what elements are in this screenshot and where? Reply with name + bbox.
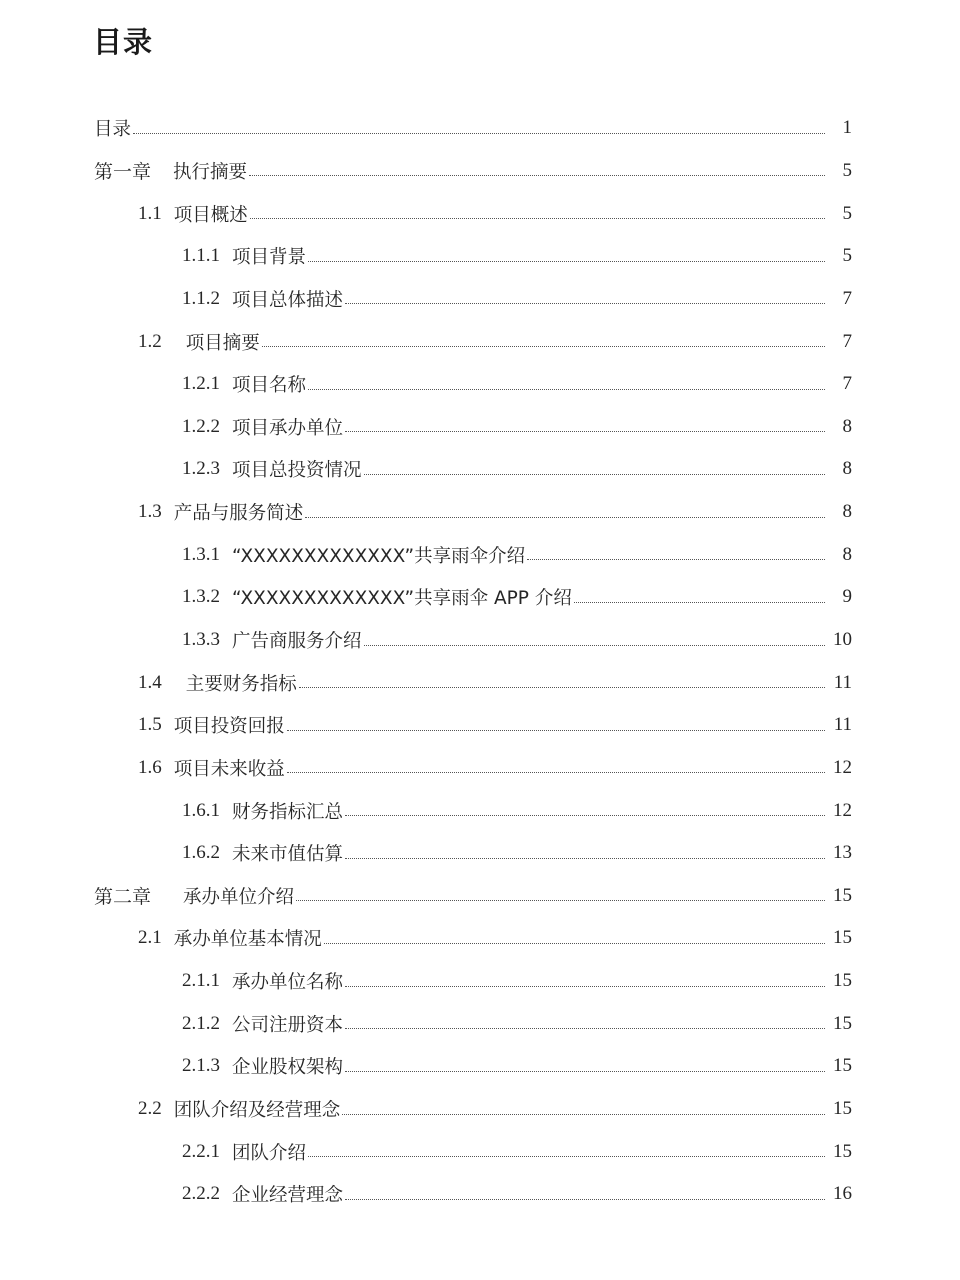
toc-entry-number: 2.2 — [138, 1098, 162, 1120]
toc-page-number: 15 — [833, 884, 852, 906]
toc-dot-leader — [342, 1114, 825, 1115]
toc-entry-label: 项目概述 — [173, 204, 248, 226]
toc-dot-leader — [305, 517, 825, 518]
toc-entry-2-2-1[interactable] — [0, 1130, 960, 1173]
toc-entry-1-1-1[interactable] — [0, 235, 960, 278]
toc-entry-label: 承办单位名称 — [232, 972, 344, 994]
toc-entry-number: 1.3.3 — [182, 629, 220, 650]
toc-entry-label: 产品与服务简述 — [173, 503, 304, 525]
toc-dot-leader — [308, 261, 825, 262]
toc-entry-1-2-1[interactable] — [0, 363, 960, 406]
toc-entry-label: 项目总体描述 — [232, 289, 344, 311]
toc-entry-number: 1.2.3 — [182, 458, 220, 480]
toc-entry-label: 项目未来收益 — [173, 758, 285, 780]
toc-page-number: 12 — [833, 756, 852, 778]
toc-dot-leader — [345, 986, 825, 987]
toc-entry-number: 第一章 — [94, 162, 152, 184]
toc-entry-number: 2.1.1 — [182, 970, 220, 992]
toc-entry-label: 执行摘要 — [173, 161, 248, 183]
toc-entry-label: 财务指标汇总 — [232, 801, 344, 823]
toc-entry-label: 企业经营理念 — [232, 1185, 344, 1207]
toc-page-number: 16 — [833, 1183, 852, 1205]
toc-entry-2-2[interactable] — [0, 1088, 960, 1131]
toc-dot-leader — [345, 858, 825, 859]
toc-page-number: 7 — [842, 373, 852, 395]
toc-entry-2-1[interactable] — [0, 917, 960, 960]
toc-page-number: 11 — [833, 671, 852, 693]
toc-dot-leader — [308, 389, 825, 390]
toc-page-number: 7 — [842, 330, 852, 352]
toc-dot-leader — [364, 474, 825, 475]
toc-entry-label: 团队介绍 — [232, 1142, 307, 1164]
toc-entry-label: “XXXXXXXXXXXXX”共享雨伞介绍 — [232, 545, 526, 567]
toc-entry-1-6-2[interactable] — [0, 832, 960, 875]
toc-entry-number: 2.1.3 — [182, 1055, 220, 1077]
toc-page-number: 10 — [833, 629, 852, 650]
toc-entry-number: 1.6 — [138, 756, 162, 778]
toc-entry-2-1-3[interactable] — [0, 1045, 960, 1088]
toc-page-number: 1 — [842, 117, 852, 139]
toc-dot-leader — [345, 431, 825, 432]
toc-page-number: 8 — [842, 415, 852, 437]
toc-dot-leader — [249, 175, 825, 176]
toc-entry-1-6[interactable] — [0, 747, 960, 790]
table-of-contents — [0, 107, 960, 1216]
toc-entry-label: 主要财务指标 — [185, 673, 297, 695]
toc-page-number: 7 — [842, 287, 852, 309]
toc-entry-number: 1.1 — [138, 202, 162, 224]
toc-entry-1-6-1[interactable] — [0, 789, 960, 832]
toc-entry-label: 项目背景 — [232, 247, 307, 269]
toc-entry-1-1-2[interactable] — [0, 278, 960, 321]
toc-entry-number: 1.1.2 — [182, 287, 220, 309]
toc-entry-1-2-3[interactable] — [0, 448, 960, 491]
toc-entry-number: 1.1.1 — [182, 245, 220, 267]
toc-entry-1-3-3[interactable] — [0, 619, 960, 662]
toc-entry-label: 项目名称 — [232, 375, 307, 397]
toc-dot-leader — [262, 346, 825, 347]
toc-page-number: 11 — [833, 714, 852, 736]
toc-page-number: 8 — [842, 543, 852, 565]
page-title: 目录 — [93, 25, 154, 59]
toc-entry-number: 2.1 — [138, 927, 162, 949]
toc-entry-1-5[interactable] — [0, 704, 960, 747]
toc-page-number: 15 — [833, 927, 852, 949]
toc-dot-leader — [324, 943, 825, 944]
toc-entry-label: 目录 — [94, 119, 132, 141]
toc-entry-1-1[interactable] — [0, 192, 960, 235]
toc-entry-number: 1.3.1 — [182, 543, 220, 565]
toc-entry-label: 未来市值估算 — [232, 844, 344, 866]
toc-dot-leader — [364, 645, 825, 646]
toc-entry-label: 团队介绍及经营理念 — [173, 1100, 341, 1122]
toc-entry-number: 2.1.2 — [182, 1012, 220, 1034]
toc-dot-leader — [527, 559, 825, 560]
toc-entry-number: 1.2.2 — [182, 415, 220, 437]
toc-dot-leader — [574, 602, 825, 603]
toc-dot-leader — [287, 772, 825, 773]
toc-entry-1-3-1[interactable] — [0, 533, 960, 576]
toc-entry-number: 第二章 — [94, 887, 152, 909]
toc-entry-2-1-1[interactable] — [0, 960, 960, 1003]
toc-dot-leader — [296, 900, 825, 901]
toc-entry-2-2-2[interactable] — [0, 1173, 960, 1216]
toc-entry-number: 1.2.1 — [182, 373, 220, 395]
toc-page-number: 9 — [842, 586, 852, 608]
toc-page-number: 15 — [833, 970, 852, 992]
toc-entry-1-3[interactable] — [0, 491, 960, 534]
toc-entry-label: 承办单位介绍 — [183, 886, 295, 908]
toc-entry-number: 1.3.2 — [182, 586, 220, 608]
toc-page-number: 15 — [833, 1012, 852, 1034]
toc-dot-leader — [345, 303, 825, 304]
toc-page-number: 15 — [833, 1055, 852, 1077]
toc-dot-leader — [133, 133, 825, 134]
toc-page-number: 8 — [842, 458, 852, 480]
toc-entry-label: 项目摘要 — [185, 332, 260, 354]
toc-entry-number: 1.5 — [138, 714, 162, 736]
toc-dot-leader — [345, 1028, 825, 1029]
toc-page-number: 5 — [842, 202, 852, 224]
toc-entry-label: 企业股权架构 — [232, 1057, 344, 1079]
toc-entry-label: 公司注册资本 — [232, 1014, 344, 1036]
toc-entry-label: 承办单位基本情况 — [173, 929, 322, 951]
toc-entry-number: 1.6.1 — [182, 799, 220, 821]
toc-entry-number: 1.6.2 — [182, 842, 220, 864]
toc-dot-leader — [308, 1156, 825, 1157]
toc-dot-leader — [299, 687, 825, 688]
toc-page-number: 5 — [842, 159, 852, 181]
toc-dot-leader — [345, 1071, 825, 1072]
toc-entry-label: 广告商服务介绍 — [232, 631, 362, 652]
toc-entry-label: 项目承办单位 — [232, 417, 344, 439]
toc-entry-label: “XXXXXXXXXXXXX”共享雨伞 APP 介绍 — [232, 588, 572, 610]
toc-entry-2-1-2[interactable] — [0, 1002, 960, 1045]
toc-page-number: 12 — [833, 799, 852, 821]
toc-entry-label: 项目总投资情况 — [232, 460, 362, 482]
toc-entry-1-2-2[interactable] — [0, 405, 960, 448]
toc-dot-leader — [287, 730, 825, 731]
toc-entry-chapter-1[interactable] — [0, 150, 960, 193]
toc-entry-number: 1.4 — [138, 671, 162, 693]
toc-page-number: 15 — [833, 1098, 852, 1120]
toc-entry-1-2[interactable] — [0, 320, 960, 363]
toc-entry-number: 2.2.1 — [182, 1140, 220, 1162]
toc-dot-leader — [250, 218, 825, 219]
toc-entry-number: 1.2 — [138, 330, 162, 352]
toc-entry-contents[interactable] — [0, 107, 960, 150]
toc-entry-number: 2.2.2 — [182, 1183, 220, 1205]
toc-page-number: 15 — [833, 1140, 852, 1162]
toc-dot-leader — [345, 1199, 825, 1200]
toc-entry-label: 项目投资回报 — [173, 716, 285, 738]
toc-page-number: 8 — [842, 501, 852, 523]
toc-entry-chapter-2[interactable] — [0, 875, 960, 918]
toc-page-number: 5 — [842, 245, 852, 267]
toc-entry-1-3-2[interactable] — [0, 576, 960, 619]
toc-entry-1-4[interactable] — [0, 661, 960, 704]
toc-page-number: 13 — [833, 842, 852, 864]
toc-dot-leader — [345, 815, 825, 816]
toc-entry-number: 1.3 — [138, 501, 162, 523]
